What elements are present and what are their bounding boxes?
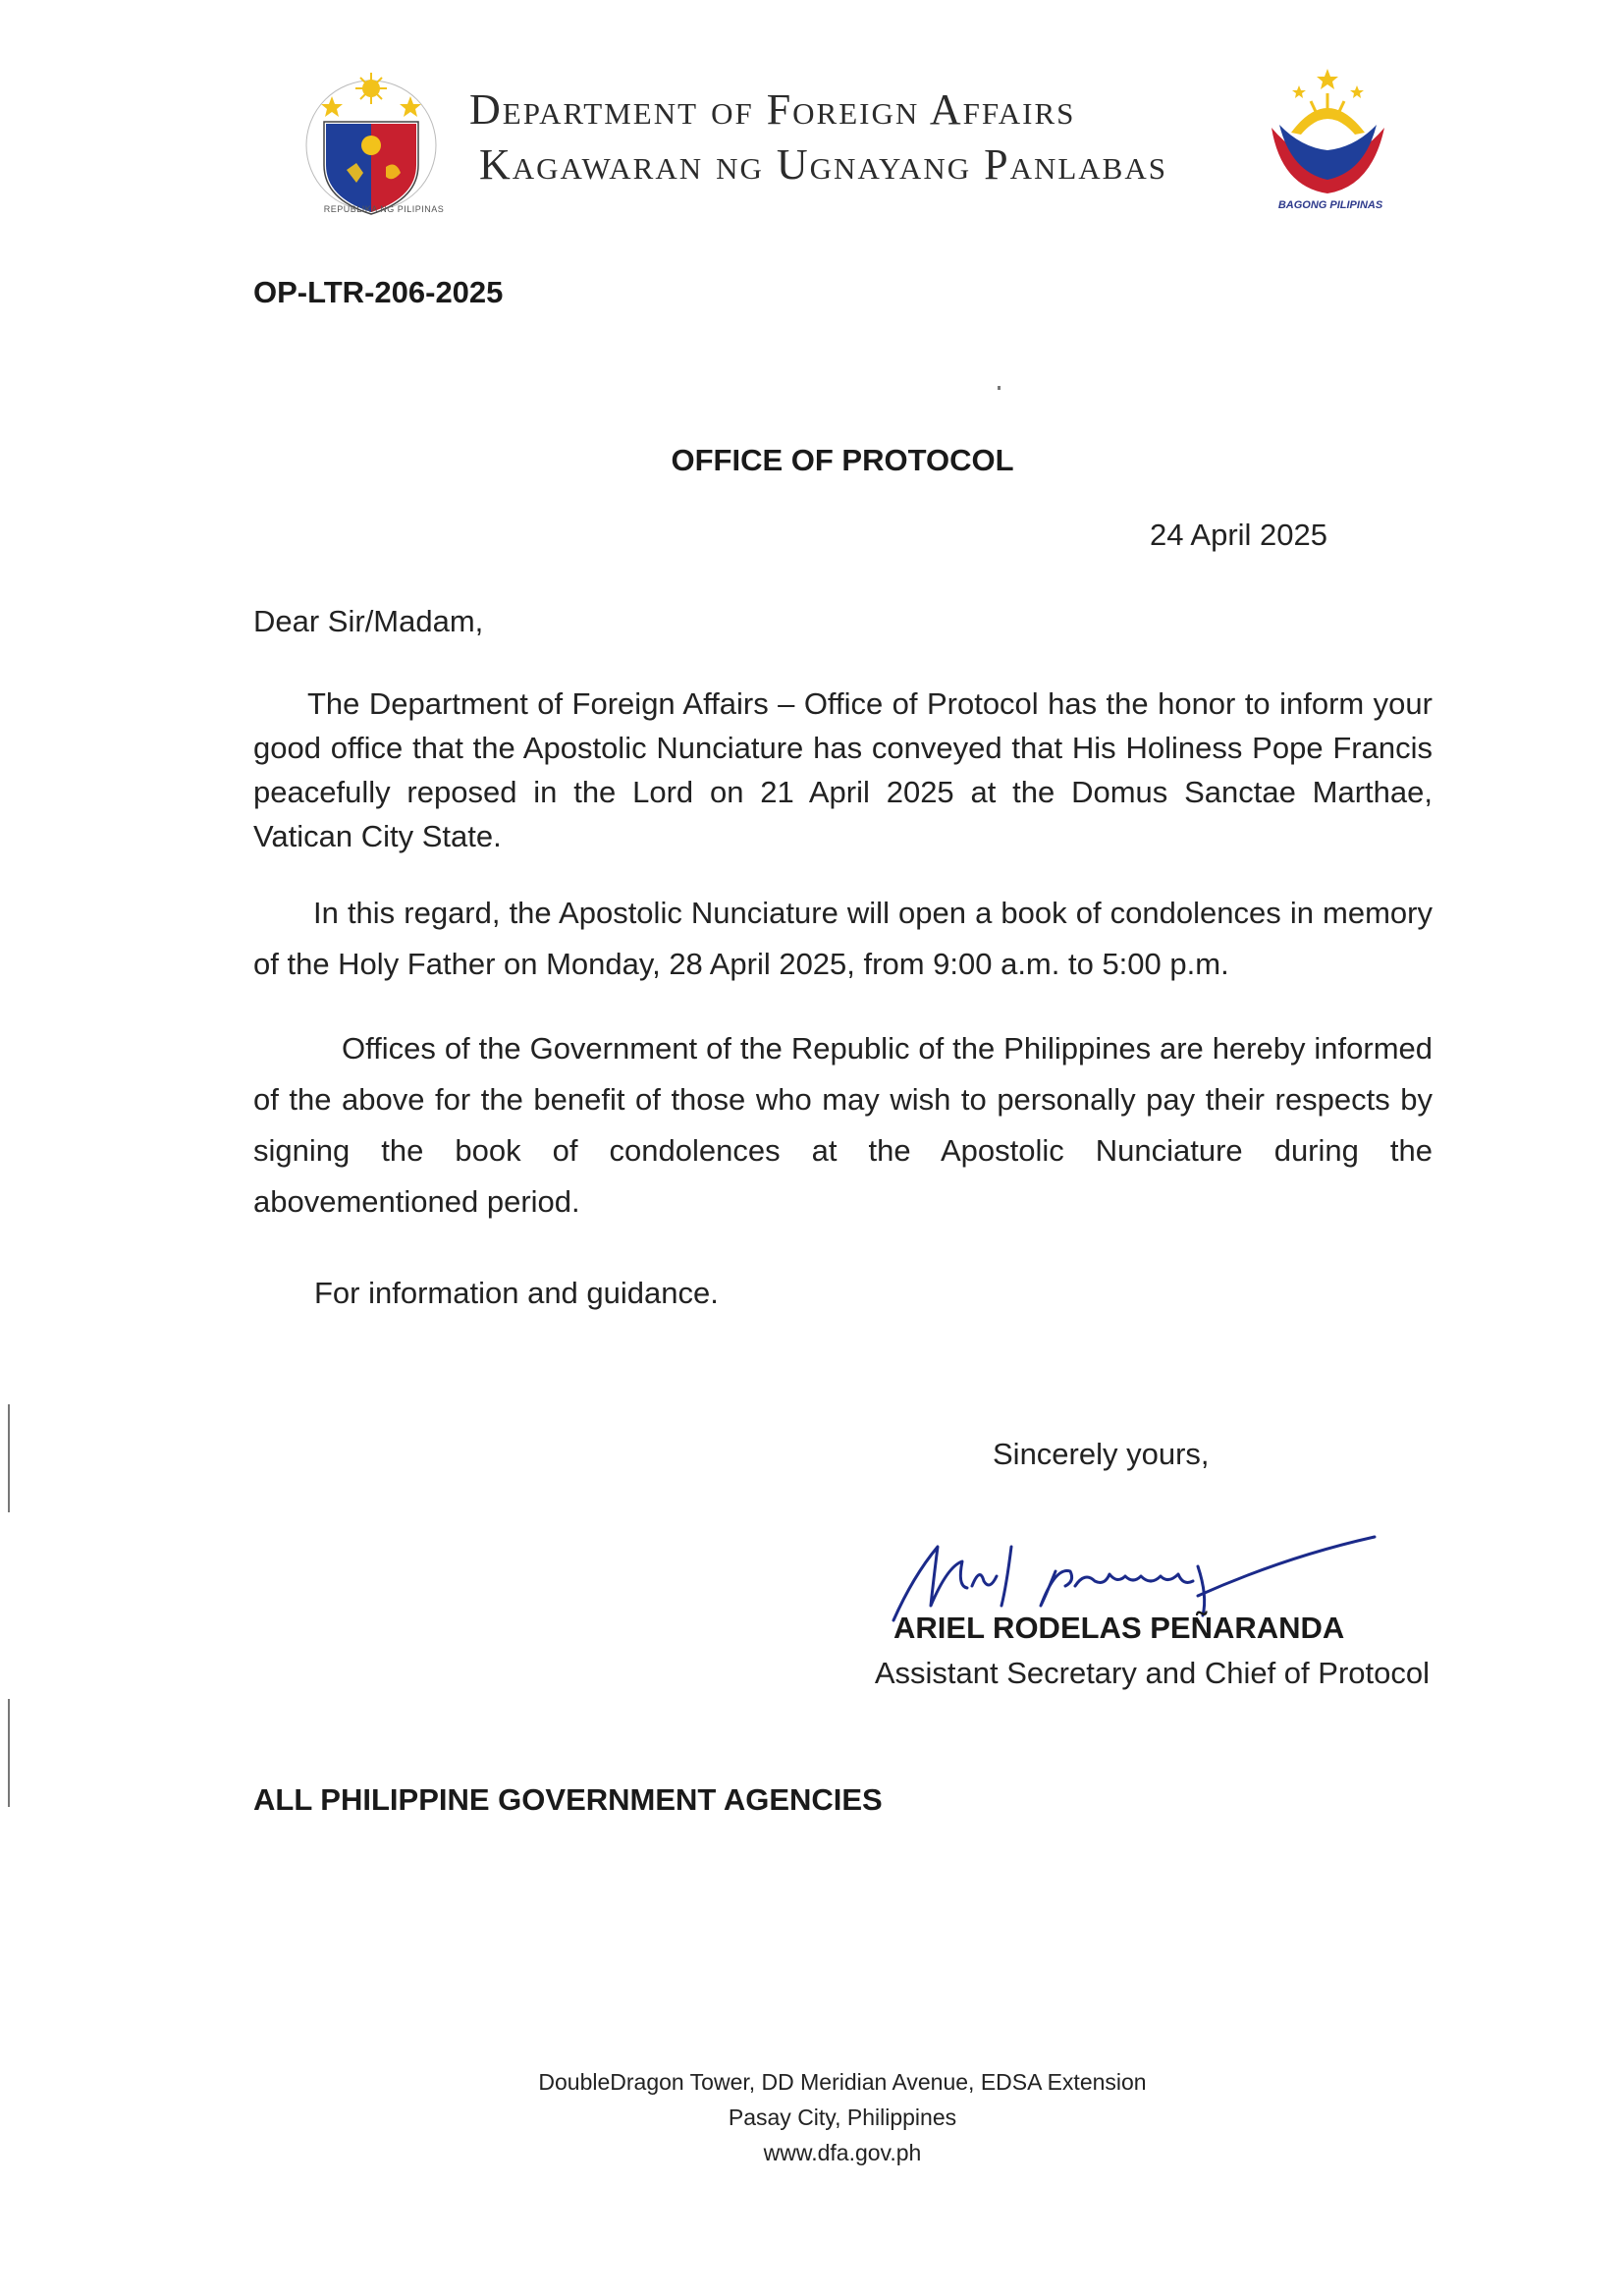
footer-address-line-1: DoubleDragon Tower, DD Meridian Avenue, EDSA Extension	[538, 2069, 1147, 2095]
body-paragraph-1: The Department of Foreign Affairs – Office of Protocol has the honor to inform your good office that the Apostolic Nunciature has conveyed that His Holiness Pope Francis peacefully reposed in the Lord on 21 April 2025 at the Domus Sanctae Marthae, Vatican City State.	[253, 686, 1433, 853]
body-paragraph-2: In this regard, the Apostolic Nunciature will open a book of condolences in memory of the Holy Father on Monday, 28 April 2025, from 9:00 a.m. to 5:00 p.m.	[253, 896, 1433, 981]
signatory-title: Assistant Secretary and Chief of Protocol	[874, 1656, 1430, 1690]
letter-date: 24 April 2025	[1150, 518, 1327, 552]
salutation: Dear Sir/Madam,	[253, 604, 484, 638]
agency-name-tagalog: Kagawaran ng Ugnayang Panlabas	[479, 140, 1167, 189]
body-paragraph-3: Offices of the Government of the Republic of the Philippines are hereby informed of the above for the benefit of those who may wish to personally pay their respects by signing the book of condolences at the Apostolic Nunciature during the abovementioned period.	[253, 1031, 1433, 1219]
scan-artifact	[998, 386, 1001, 390]
office-heading: OFFICE OF PROTOCOL	[671, 443, 1014, 477]
scan-artifact	[8, 1699, 10, 1807]
signatory-name: ARIEL RODELAS PEÑARANDA	[893, 1611, 1345, 1645]
body-paragraph-4: For information and guidance.	[314, 1276, 719, 1310]
philippine-coat-of-arms-icon	[302, 67, 440, 224]
agency-name-english: Department of Foreign Affairs	[469, 85, 1076, 134]
reference-number: OP-LTR-206-2025	[253, 275, 504, 309]
bagong-pilipinas-caption: BAGONG PILIPINAS	[1277, 199, 1383, 211]
footer-address-line-2: Pasay City, Philippines	[728, 2105, 957, 2130]
closing: Sincerely yours,	[993, 1437, 1210, 1471]
scan-artifact	[8, 1404, 10, 1512]
bagong-pilipinas-logo-icon	[1262, 64, 1394, 201]
footer-website: www.dfa.gov.ph	[763, 2140, 922, 2165]
addressee: ALL PHILIPPINE GOVERNMENT AGENCIES	[253, 1782, 883, 1817]
seal-caption: REPUBLIKA NG PILIPINAS	[323, 204, 445, 214]
